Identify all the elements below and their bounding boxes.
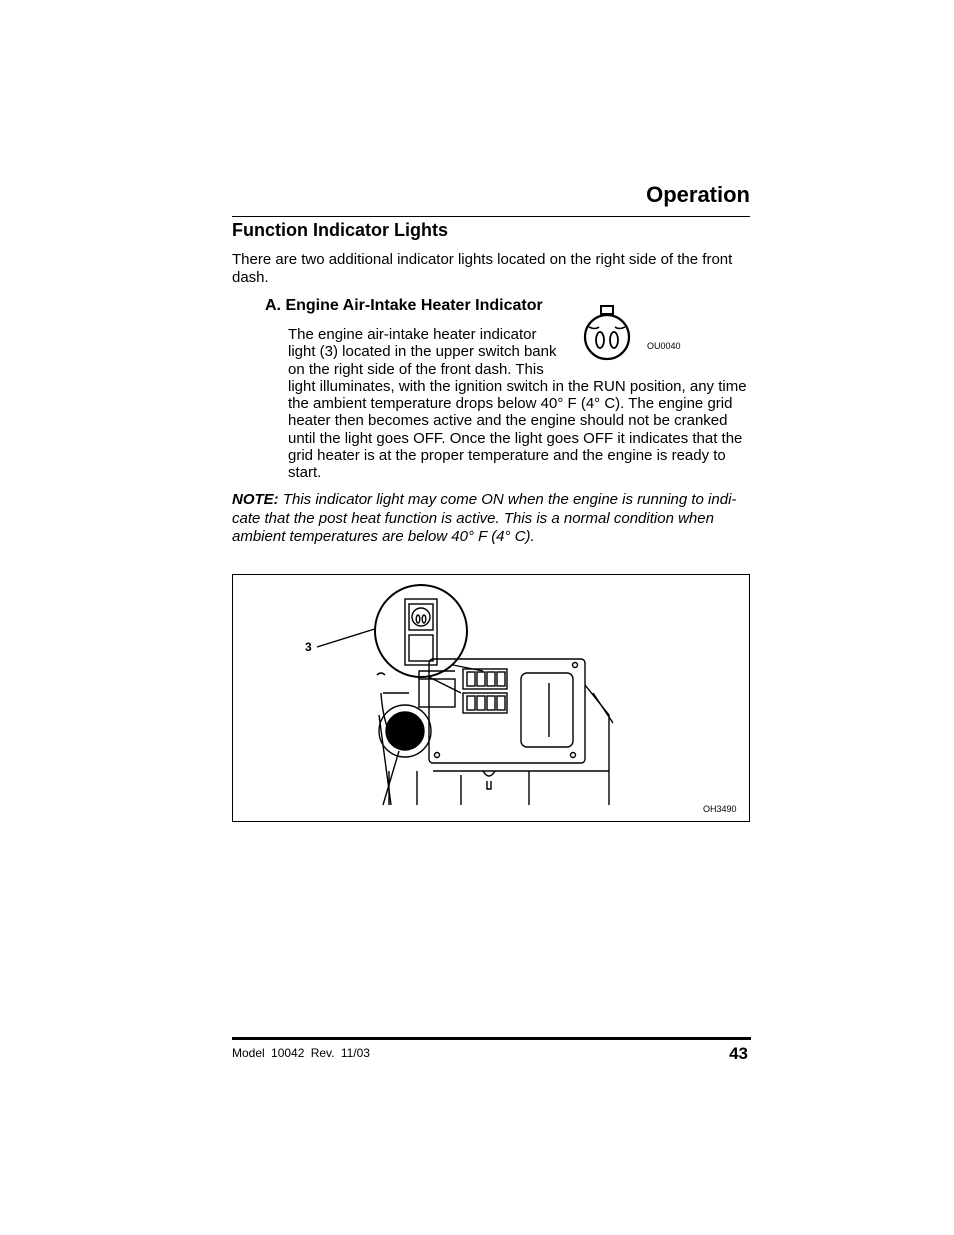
page-number: 43 <box>729 1044 748 1063</box>
para-line-3: on the right side of the front dash. This <box>288 360 544 378</box>
page-heading: Function Indicator Lights <box>232 220 448 240</box>
figure-code: OH3490 <box>703 804 737 814</box>
footer-model: Model 10042 Rev. 11/03 <box>232 1046 370 1060</box>
para-rest: light illuminates, with the ignition switch in the RUN position, any time the ambient temperature drops below 40° F (4° C). The engine grid heater then becomes active and the engine should not be cranked until the light goes OFF. Once the light goes OFF it indicates that the grid heater is at the proper temperature and the engine is ready to start. <box>288 377 747 482</box>
para-line-2: light (3) located in the upper switch bank <box>288 343 557 361</box>
section-title: Operation <box>646 182 750 207</box>
footer-rule <box>232 1037 751 1040</box>
intro-paragraph: There are two additional indicator lights located on the right side of the front dash. <box>232 251 733 286</box>
subsection-paragraph <box>288 326 758 482</box>
dash-illustration <box>233 575 749 821</box>
note-text: This indicator light may come ON when the engine is running to indi-cate that the post heat function is active. This is a normal condition when ambient temperatures are below 40° F (4° C). <box>232 491 737 546</box>
header-rule <box>232 216 750 217</box>
subsection-heading: A. Engine Air-Intake Heater Indicator <box>265 297 543 314</box>
para-line-1: The engine air-intake heater indicator <box>288 326 537 343</box>
note-paragraph <box>232 491 754 547</box>
icon-code: OU0040 <box>647 341 681 351</box>
heater-bulb-icon <box>583 304 631 362</box>
callout-label: 3 <box>305 640 312 654</box>
dash-figure <box>232 574 750 822</box>
note-label: NOTE: <box>232 491 279 508</box>
